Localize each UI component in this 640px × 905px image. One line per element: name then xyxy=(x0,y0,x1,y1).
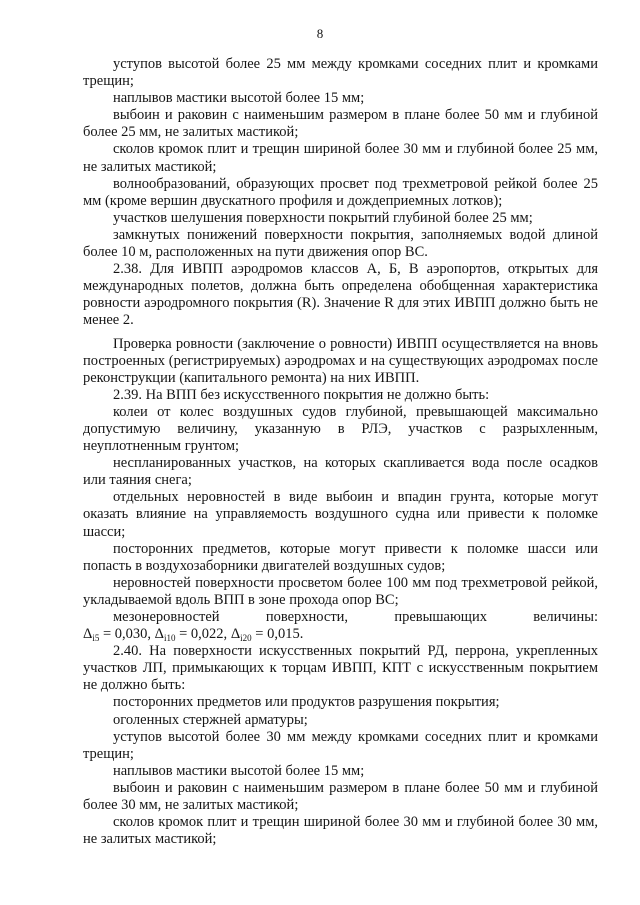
formula-values xyxy=(83,626,598,643)
formula-paragraph xyxy=(83,609,598,626)
section-2-38: 2.38. Для ИВПП аэродромов классов А, Б, В аэропортов, открытых для международных полетов, должна быть определена обобщенная характеристика ровности аэродромного покрытия (R). Значение R для этих ИВПП должно быть не менее 2. xyxy=(83,261,598,329)
paragraph: оголенных стержней арматуры; xyxy=(113,711,308,728)
delta-symbol: Δ xyxy=(83,626,93,643)
paragraph: выбоин и раковин с наименьшим размером в плане более 50 мм и глубиной более 30 мм, не залитых мастикой; xyxy=(83,779,598,814)
paragraph: уступов высотой более 25 мм между кромками соседних плит и кромками трещин; xyxy=(83,56,598,90)
paragraph: наплывов мастики высотой более 15 мм; xyxy=(113,90,365,107)
page-number: 8 xyxy=(316,26,324,41)
paragraph: неровностей поверхности просветом более 100 мм под трехметровой рейкой, укладываемой вдоль ВПП в зоне прохода опор ВС; xyxy=(83,574,598,608)
subscript: i10 xyxy=(163,633,176,644)
paragraph: выбоин и раковин с наименьшим размером в плане более 50 мм и глубиной более 25 мм, не залитых мастикой; xyxy=(83,107,598,141)
paragraph: посторонних предметов или продуктов разрушения покрытия; xyxy=(113,694,500,711)
paragraph: участков шелушения поверхности покрытий глубиной более 25 мм; xyxy=(113,209,533,226)
paragraph: Проверка ровности (заключение о ровности) ИВПП осуществляется на вновь построенных (регистрируемых) аэродромах и на существующих аэродромах после реконструкции (капитального ремонта) на них ИВПП. xyxy=(83,335,598,386)
paragraph: сколов кромок плит и трещин шириной более 30 мм и глубиной более 30 мм, не залитых мастикой; xyxy=(83,814,598,848)
paragraph: отдельных неровностей в виде выбоин и впадин грунта, которые могут оказать влияние на управляемость воздушного судна или привести к поломке шасси; xyxy=(83,489,598,540)
formula-value: = 0,022, xyxy=(175,626,231,643)
paragraph: замкнутых понижений поверхности покрытия, заполняемых водой длиной более 10 м, расположенных на пути движения опор ВС. xyxy=(83,226,598,261)
subscript: i5 xyxy=(92,633,100,644)
section-2-39: 2.39. На ВПП без искусственного покрытия не должно быть: xyxy=(113,386,490,403)
formula-value: = 0,030, xyxy=(99,626,155,643)
delta-symbol: Δ xyxy=(154,626,164,643)
paragraph: неспланированных участков, на которых скапливается вода после осадков или таяния снега; xyxy=(83,455,598,489)
delta-symbol: Δ xyxy=(230,626,241,643)
paragraph: наплывов мастики высотой более 15 мм; xyxy=(113,762,365,779)
document-body xyxy=(83,56,598,848)
paragraph: посторонних предметов, которые могут привести к поломке шасси или попасть в воздухозаборники двигателей воздушных судов; xyxy=(83,540,598,574)
formula-lead: мезонеровностей поверхности, превышающих величины: xyxy=(113,609,598,625)
paragraph: уступов высотой более 30 мм между кромками соседних плит и кромками трещин; xyxy=(83,728,598,762)
formula-value: = 0,015. xyxy=(251,626,304,643)
paragraph: колеи от колес воздушных судов глубиной, превышающей максимально допустимую величину, указанную в РЛЭ, участков с разрыхленным, неуплотненным грунтом; xyxy=(83,403,598,455)
section-2-40: 2.40. На поверхности искусственных покрытий РД, перрона, укрепленных участков ЛП, примыкающих к торцам ИВПП, КПТ с искусственным покрытием не должно быть: xyxy=(83,643,598,694)
subscript: i20 xyxy=(240,633,252,644)
paragraph: волнообразований, образующих просвет под трехметровой рейкой более 25 мм (кроме вершин двускатного профиля и дождеприемных лотков); xyxy=(83,175,598,209)
paragraph: сколов кромок плит и трещин шириной более 30 мм и глубиной более 25 мм, не залитых мастикой; xyxy=(83,141,598,175)
